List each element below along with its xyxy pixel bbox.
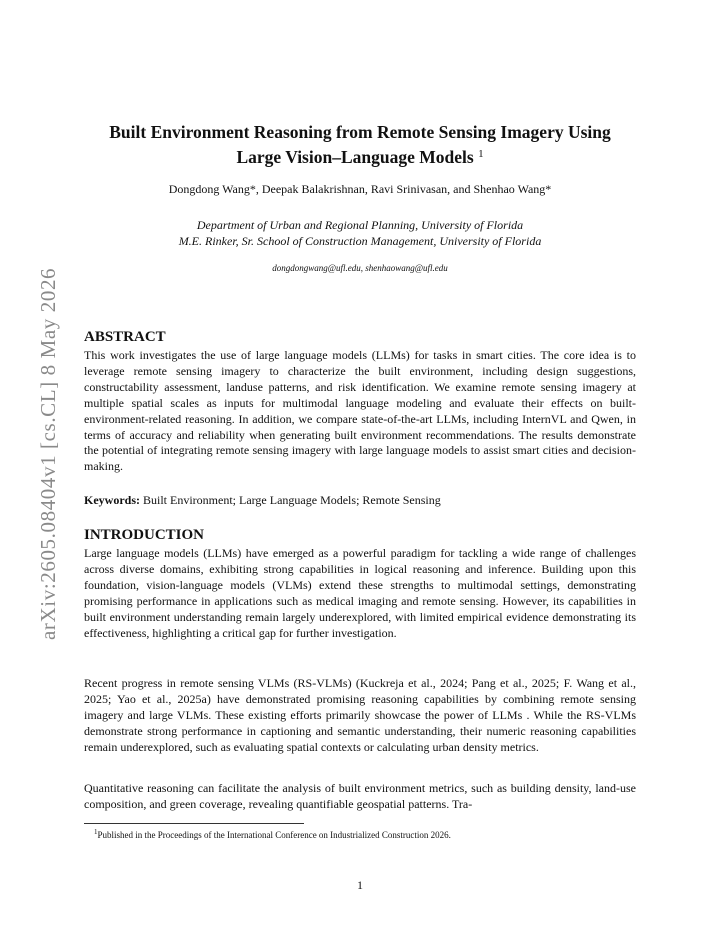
paper-title: [60, 121, 660, 168]
title-line-2-text: Large Vision–Language Models: [236, 147, 474, 167]
footnote-mark: 1: [94, 828, 98, 836]
author-list: Dongdong Wang*, Deepak Balakrishnan, Ravi Srinivasan, and Shenhao Wang*: [168, 182, 552, 196]
abstract-heading: ABSTRACT: [84, 329, 166, 345]
intro-paragraph-1: Large language models (LLMs) have emerged as a powerful paradigm for tackling a wide range of challenges across diverse domains, exhibiting strong capabilities in logical reasoning and inference. Building upon this foundation, vision-language models (VLMs) extend these strengths to multimodal settings, demonstrating promising performance in applications such as medical imaging and remote sensing. However, its capabilities in built environment understanding remain largely underexplored, with limited empirical evidence demonstrating its effectiveness, highlighting a critical gap for further investigation.: [84, 546, 636, 640]
footnote-divider: [84, 823, 304, 824]
affiliations: [60, 217, 660, 249]
abstract-text: This work investigates the use of large language models (LLMs) for tasks in smart cities. The core idea is to leverage remote sensing imagery to characterize the built environment, including design suggestions, constructability assessment, landuse patterns, and risk identification. We examine remote sensing imagery at multiple spatial scales as inputs for multimodal language modeling and evaluate their effects on built-environment-related reasoning. In addition, we compare state-of-the-art LLMs, including InternVL and Qwen, in terms of accuracy and reliability when generating built environment recommendations. The results demonstrate the potential of integrating remote sensing imagery with large language models to assist smart cities and decision-making.: [84, 348, 636, 474]
intro-paragraph-3: Quantitative reasoning can facilitate the analysis of built environment metrics, such as building density, land-use composition, and green coverage, revealing quantifiable geospatial patterns. Tra-: [84, 781, 636, 811]
title-line-1: Built Environment Reasoning from Remote Sensing Imagery Using: [109, 122, 611, 142]
footnote: [94, 828, 451, 840]
footnote-text: Published in the Proceedings of the International Conference on Industrialized Construction 2026.: [97, 830, 451, 840]
arxiv-identifier-stamp: arXiv:2605.08404v1 [cs.CL] 8 May 2026: [36, 267, 60, 640]
page-number: 1: [357, 878, 363, 892]
title-line-2: [60, 143, 660, 168]
intro-paragraph-2: Recent progress in remote sensing VLMs (RS-VLMs) (Kuckreja et al., 2024; Pang et al., 2025; F. Wang et al., 2025; Yao et al., 2025a) have demonstrated promising reasoning capabilities by combining remote sensing imagery and large VLMs. These existing efforts primarily showcase the power of LLMs . While the RS-VLMs demonstrate strong performance in captioning and semantic understanding, their numeric reasoning capabilities remain underexplored, such as evaluating spatial contexts or calculating urban density metrics.: [84, 676, 636, 754]
affiliation-1: Department of Urban and Regional Planning, University of Florida: [196, 218, 524, 232]
affiliation-2: M.E. Rinker, Sr. School of Construction Management, University of Florida: [178, 234, 542, 248]
keywords: [84, 493, 636, 508]
introduction-heading: INTRODUCTION: [84, 527, 205, 543]
author-emails: dongdongwang@ufl.edu, shenhaowang@ufl.edu: [272, 263, 448, 273]
keywords-label: Keywords:: [84, 493, 140, 507]
keywords-text: Built Environment; Large Language Models; Remote Sensing: [143, 493, 441, 507]
title-footnote-mark: 1: [478, 148, 484, 160]
